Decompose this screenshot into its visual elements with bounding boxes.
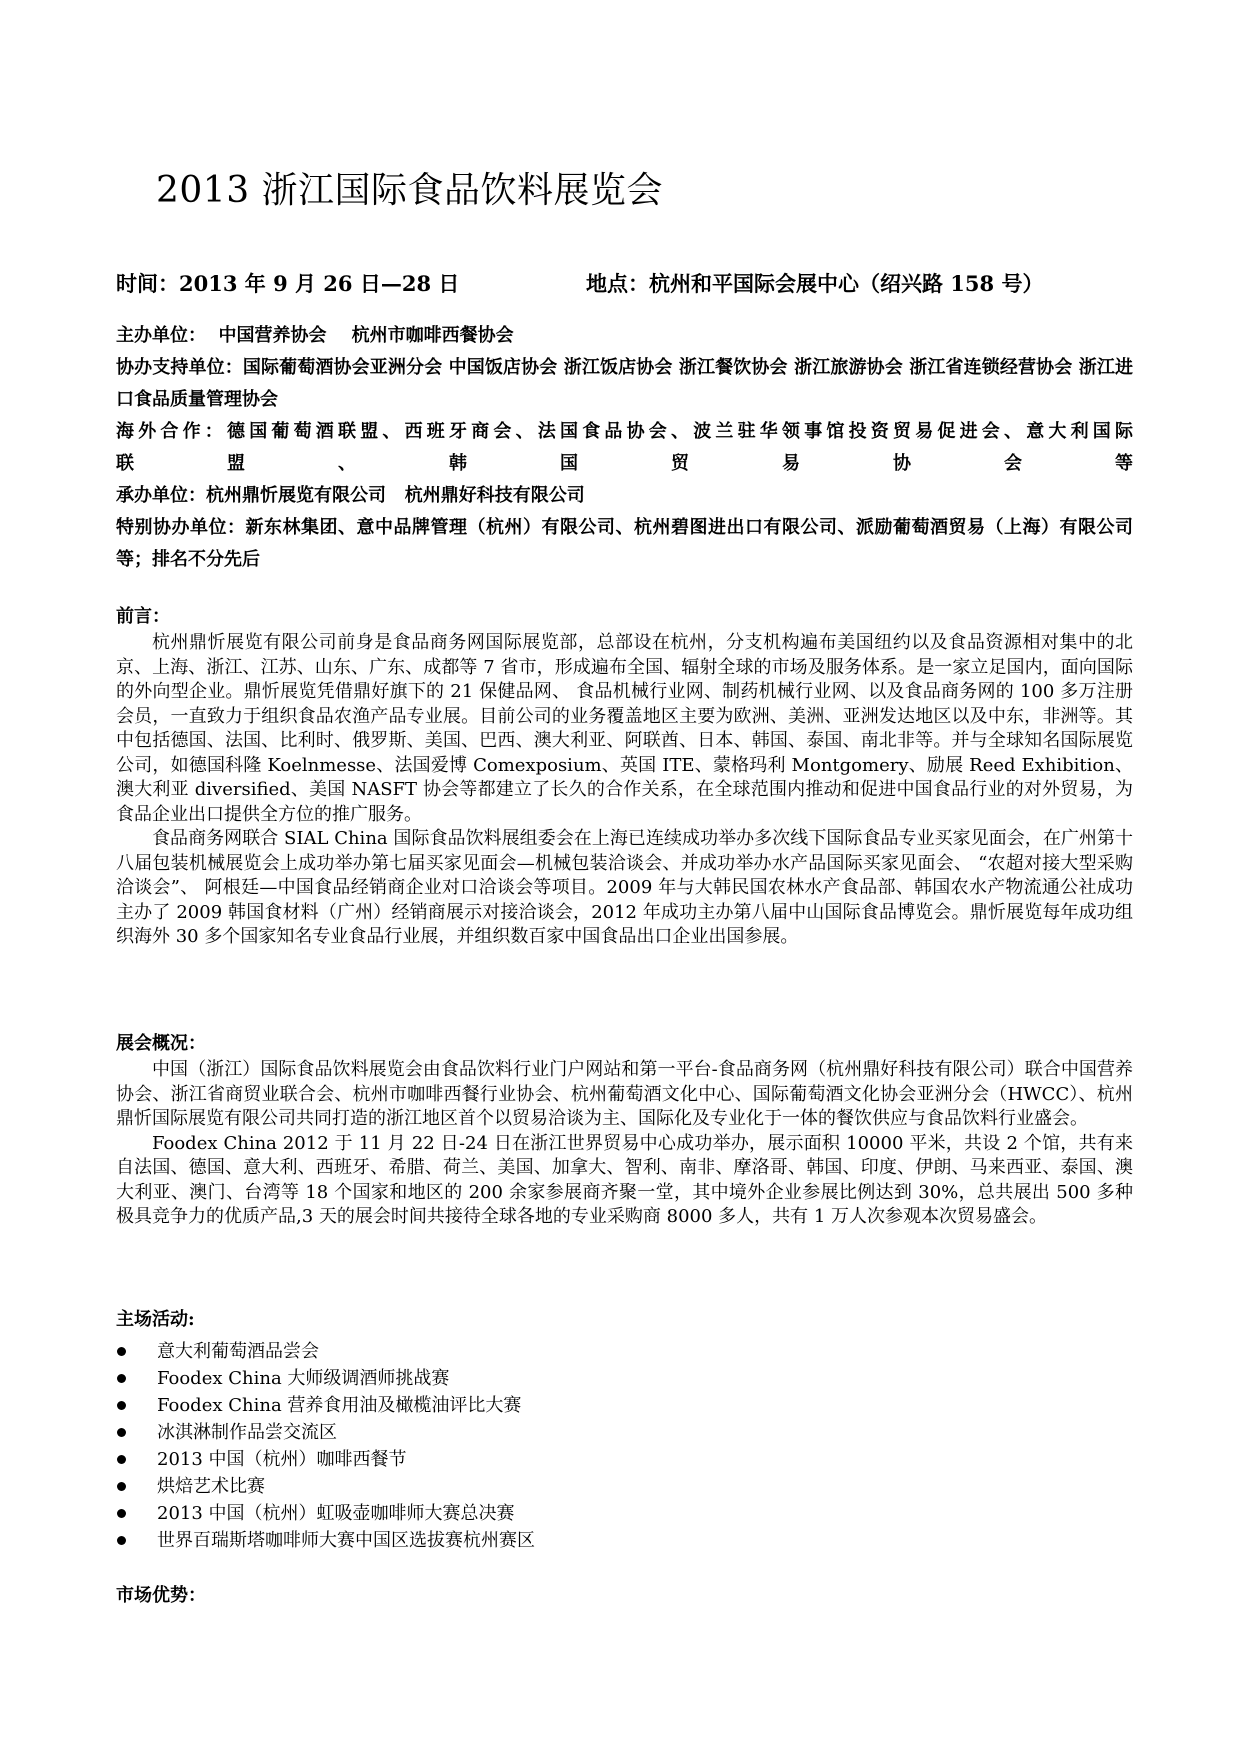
- overview-section: [116, 1030, 1133, 1230]
- activity-label: Foodex China 大师级调酒师挑战赛: [157, 1368, 450, 1389]
- intro-heading: 前言：: [116, 606, 170, 627]
- support-units: 协办支持单位：国际葡萄酒协会亚洲分会 中国饭店协会 浙江饭店协会 浙江餐饮协会 浙江旅游协会 浙江省连锁经营协会 浙江进口食品质量管理协会: [116, 357, 1133, 410]
- activity-label: 世界百瑞斯塔咖啡师大赛中国区选拔赛杭州赛区: [157, 1530, 535, 1551]
- overseas-partners-line2: 联 盟 、 韩 国 贸 易 协 会 等: [116, 453, 1133, 474]
- intro-paragraph-1: 杭州鼎忻展览有限公司前身是食品商务网国际展览部，总部设在杭州，分支机构遍布美国纽约以及食品资源相对集中的北京、上海、浙江、江苏、山东、广东、成都等 7 省市，形成遍布全国、辐射全球的市场及服务体系。是一家立足国内，面向国际的外向型企业。鼎忻展览凭借鼎好旗下的 21 保健品网、 食品机械行业网、制药机械行业网、以及食品商务网的 100 多万注册会员，一直致力于组织食品农渔产品专业展。目前公司的业务覆盖地区主要为欧洲、美洲、亚洲发达地区以及中东，非洲等。其中包括德国、法国、比利时、俄罗斯、美国、巴西、澳大利亚、阿联酋、日本、韩国、泰国、南北非等。并与全球知名国际展览公司，如德国科隆 Koelnmesse、法国爱博 Comexposium、英国 ITE、蒙格玛利 Montgomery、励展 Reed Exhibition、澳大利亚 diversified、美国 NASFT 协会等都建立了长久的合作关系，在全球范围内推动和促进中国食品行业的对外贸易，为食品企业出口提供全方位的推广服务。: [116, 632, 1133, 825]
- activities-list: [116, 1338, 1133, 1554]
- activity-label: 意大利葡萄酒品尝会: [157, 1341, 319, 1362]
- intro-paragraph-2: 食品商务网联合 SIAL China 国际食品饮料展组委会在上海已连续成功举办多次线下国际食品专业买家见面会，在广州第十八届包装机械展览会上成功举办第七届买家见面会—机械包装洽谈会、并成功举办水产品国际买家见面会、 “农超对接大型采购洽谈会”、 阿根廷—中国食品经销商企业对口洽谈会等项目。2009 年与大韩民国农林水产食品部、韩国农水产物流通公社成功主办了 2009 韩国食材料（广州）经销商展示对接洽谈会，2012 年成功主办第八届中山国际食品博览会。鼎忻展览每年成功组织海外 30 多个国家知名专业食品行业展，并组织数百家中国食品出口企业出国参展。: [116, 828, 1133, 947]
- list-item: [116, 1365, 1133, 1392]
- bullet-icon: [117, 1482, 126, 1491]
- overview-paragraph-2: Foodex China 2012 于 11 月 22 日-24 日在浙江世界贸易中心成功举办，展示面积 10000 平米，共设 2 个馆，共有来自法国、德国、意大利、西班牙、希腊、荷兰、美国、加拿大、智利、南非、摩洛哥、韩国、印度、伊朗、马来西亚、泰国、澳大利亚、澳门、台湾等 18 个国家和地区的 200 余家参展商齐聚一堂，其中境外企业参展比例达到 30%，总共展出 500 多种极具竞争力的优质产品,3 天的展会时间共接待全球各地的专业采购商 8000 多人，共有 1 万人次参观本次贸易盛会。: [116, 1132, 1133, 1227]
- bullet-icon: [117, 1428, 126, 1437]
- bullet-icon: [117, 1509, 126, 1518]
- activity-label: 2013 中国（杭州）虹吸壶咖啡师大赛总决赛: [157, 1503, 515, 1524]
- bullet-icon: [117, 1374, 126, 1383]
- activity-label: 冰淇淋制作品尝交流区: [157, 1422, 337, 1443]
- bullet-icon: [117, 1347, 126, 1356]
- market-section: [116, 1582, 1133, 1610]
- overseas-partners-line1: 海外合作：德国葡萄酒联盟、西班牙商会、法国食品协会、波兰驻华领事馆投资贸易促进会、意大利国际: [116, 421, 1133, 442]
- list-item: [116, 1392, 1133, 1419]
- special-units: 特别协办单位：新东林集团、意中品牌管理（杭州）有限公司、杭州碧图进出口有限公司、派励葡萄酒贸易（上海）有限公司等；排名不分先后: [116, 517, 1133, 570]
- event-time: 时间：2013 年 9 月 26 日—28 日: [116, 271, 460, 296]
- activities-section: [116, 1306, 1133, 1554]
- organizer-units: 承办单位：杭州鼎忻展览有限公司 杭州鼎好科技有限公司: [116, 485, 585, 506]
- list-item: [116, 1527, 1133, 1554]
- overview-paragraph-1: 中国（浙江）国际食品饮料展览会由食品饮料行业门户网站和第一平台-食品商务网（杭州鼎好科技有限公司）联合中国营养协会、浙江省商贸业联合会、杭州市咖啡西餐行业协会、杭州葡萄酒文化中心、国际葡萄酒文化协会亚洲分会（HWCC）、杭州鼎忻国际展览有限公司共同打造的浙江地区首个以贸易洽谈为主、国际化及专业化于一体的餐饮供应与食品饮料行业盛会。: [116, 1059, 1133, 1129]
- list-item: [116, 1500, 1133, 1527]
- activities-heading: 主场活动:: [116, 1309, 195, 1330]
- page-title: 2013 浙江国际食品饮料展览会: [156, 170, 664, 211]
- activity-label: 2013 中国（杭州）咖啡西餐节: [157, 1449, 407, 1470]
- host-units: 主办单位： 中国营养协会 杭州市咖啡西餐协会: [116, 325, 514, 346]
- overview-heading: 展会概况：: [116, 1033, 206, 1054]
- list-item: [116, 1446, 1133, 1473]
- organizers-section: [116, 320, 1133, 576]
- event-place: 地点：杭州和平国际会展中心（绍兴路 158 号）: [586, 271, 1044, 296]
- bullet-icon: [117, 1401, 126, 1410]
- market-heading: 市场优势：: [116, 1585, 206, 1606]
- bullet-icon: [117, 1455, 126, 1464]
- activity-label: Foodex China 营养食用油及橄榄油评比大赛: [157, 1395, 522, 1416]
- activity-label: 烘焙艺术比赛: [157, 1476, 265, 1497]
- list-item: [116, 1338, 1133, 1365]
- list-item: [116, 1473, 1133, 1500]
- bullet-icon: [117, 1536, 126, 1545]
- intro-section: [116, 603, 1133, 950]
- list-item: [116, 1419, 1133, 1446]
